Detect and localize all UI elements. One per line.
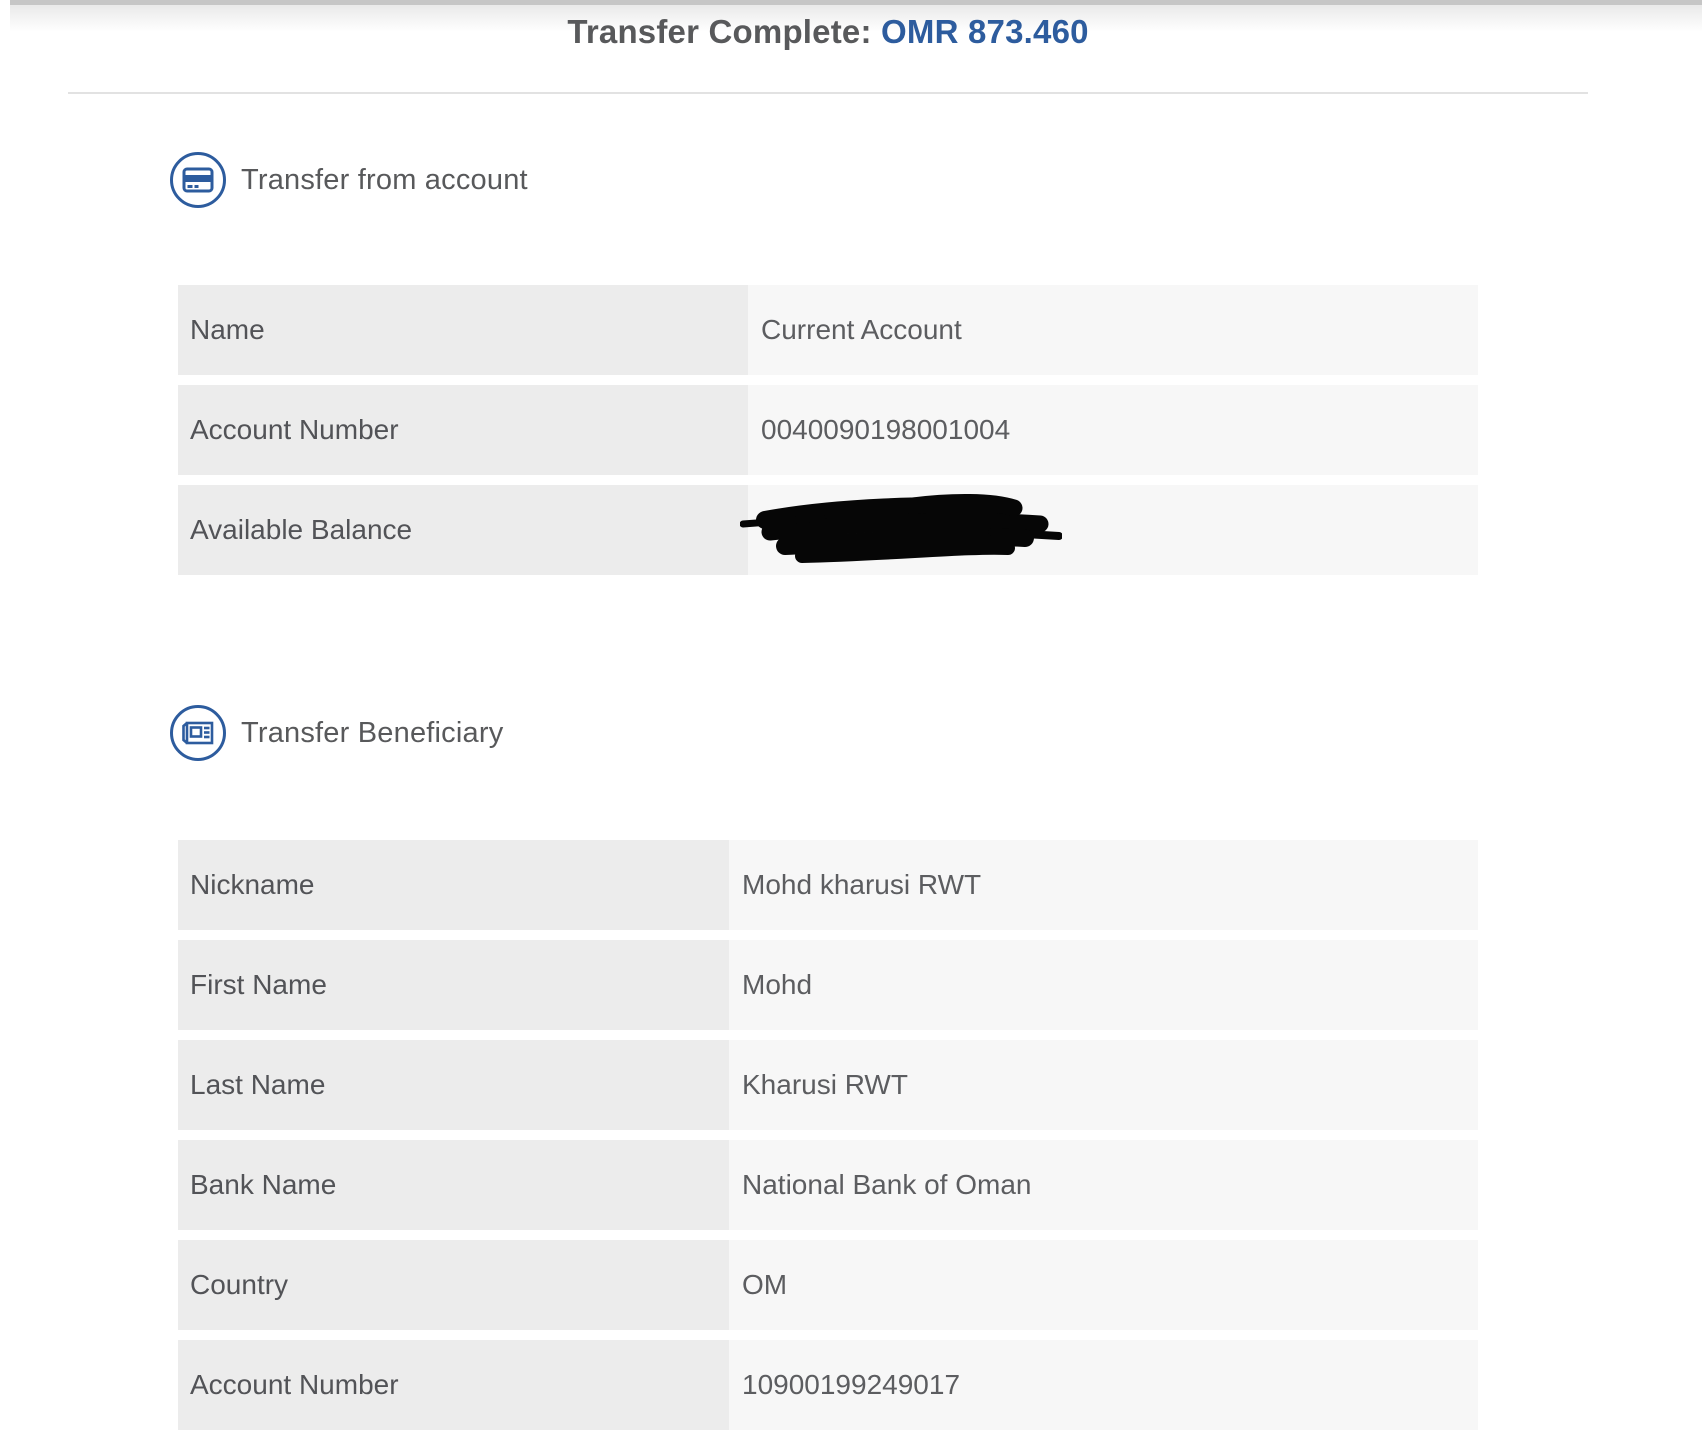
transfer-complete-panel xyxy=(68,0,1588,1436)
row-label: First Name xyxy=(178,940,729,1030)
row-label: Bank Name xyxy=(178,1140,729,1230)
section-transfer-beneficiary xyxy=(170,705,503,761)
row-value: Kharusi RWT xyxy=(729,1040,1478,1130)
table-row xyxy=(178,1040,1478,1130)
section-heading: Transfer Beneficiary xyxy=(241,716,504,749)
table-row xyxy=(178,840,1478,930)
section-transfer-from-account xyxy=(170,152,528,208)
table-row xyxy=(178,1340,1478,1430)
row-label: Account Number xyxy=(178,1340,729,1430)
transfer-beneficiary-table xyxy=(178,840,1478,1440)
table-row xyxy=(178,1240,1478,1330)
table-row xyxy=(178,385,1478,475)
row-label: Name xyxy=(178,285,748,375)
transfer-amount: OMR 873.460 xyxy=(881,13,1089,50)
balance-currency: OMR xyxy=(761,514,827,545)
page-title-text: Transfer Complete: xyxy=(567,13,882,50)
table-row xyxy=(178,1140,1478,1230)
id-card-icon xyxy=(170,705,226,761)
credit-card-icon xyxy=(170,152,226,208)
table-row xyxy=(178,940,1478,1030)
row-value: Mohd kharusi RWT xyxy=(729,840,1478,930)
row-label: Account Number xyxy=(178,385,748,475)
page-title xyxy=(68,13,1588,51)
header-divider xyxy=(68,92,1588,94)
row-label: Country xyxy=(178,1240,729,1330)
row-value: 0040090198001004 xyxy=(748,385,1478,475)
transfer-from-account-table xyxy=(178,285,1478,585)
table-row xyxy=(178,285,1478,375)
row-value: 10900199249017 xyxy=(729,1340,1478,1430)
row-label: Last Name xyxy=(178,1040,729,1130)
section-heading: Transfer from account xyxy=(241,163,528,196)
table-row xyxy=(178,485,1478,575)
row-value: Current Account xyxy=(748,285,1478,375)
row-value: Mohd xyxy=(729,940,1478,1030)
row-label: Nickname xyxy=(178,840,729,930)
row-value: National Bank of Oman xyxy=(729,1140,1478,1230)
row-label: Available Balance xyxy=(178,485,748,575)
row-value: OM xyxy=(729,1240,1478,1330)
row-value-redacted xyxy=(748,485,1478,575)
